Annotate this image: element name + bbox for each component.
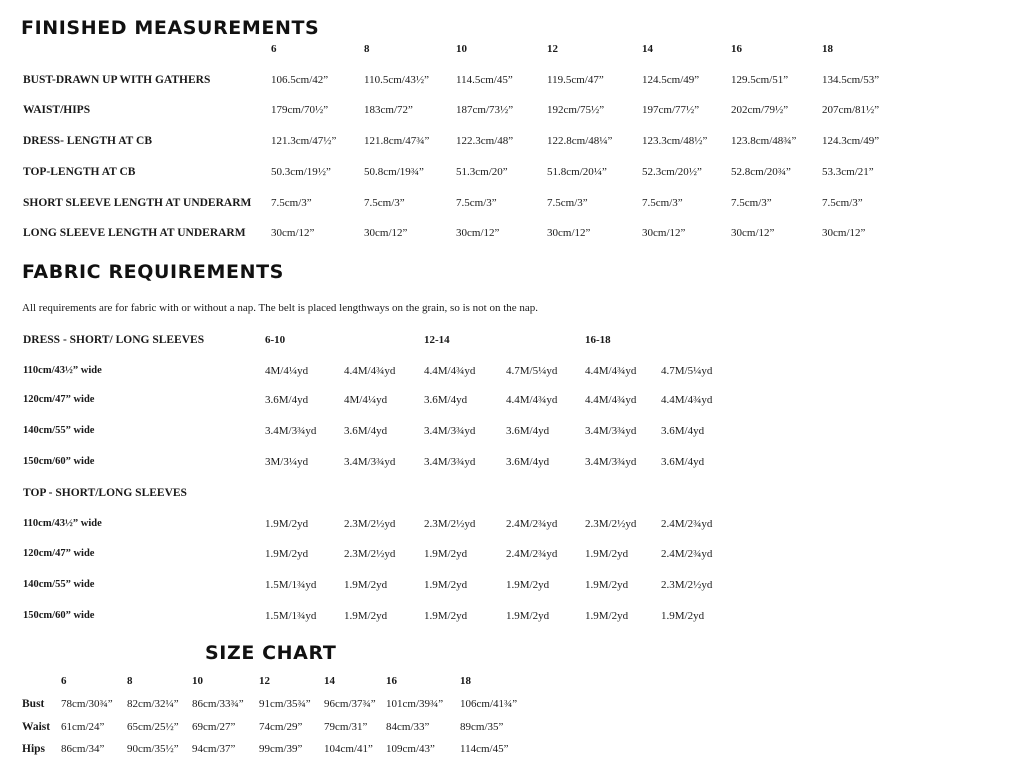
top-cell: 1.9M/2yd xyxy=(424,610,468,622)
top-cell: 1.5M/1¾yd xyxy=(265,610,317,622)
dress-cell: 3.6M/4yd xyxy=(506,425,550,437)
dress-row-label: 110cm/43½” wide xyxy=(23,365,102,376)
finished-row-label: DRESS- LENGTH AT CB xyxy=(23,135,152,147)
dress-cell: 4.4M/4¾yd xyxy=(506,394,558,406)
size-chart-cell: 86cm/34” xyxy=(61,743,105,755)
finished-cell: 123.8cm/48¾” xyxy=(731,135,797,147)
finished-cell: 121.8cm/47¾” xyxy=(364,135,430,147)
finished-cell: 30cm/12” xyxy=(271,227,315,239)
dress-cell: 4M/4¼yd xyxy=(265,365,309,377)
dress-cell: 3.4M/3¾yd xyxy=(344,456,396,468)
size-chart-size-12: 12 xyxy=(259,675,270,687)
finished-cell: 119.5cm/47” xyxy=(547,74,604,86)
finished-cell: 114.5cm/45” xyxy=(456,74,513,86)
size-chart-cell: 96cm/37¾” xyxy=(324,698,376,710)
finished-cell: 53.3cm/21” xyxy=(822,166,874,178)
top-cell: 2.3M/2½yd xyxy=(661,579,713,591)
size-chart-size-8: 8 xyxy=(127,675,133,687)
dress-cell: 4.4M/4¾yd xyxy=(585,365,637,377)
finished-size-12: 12 xyxy=(547,43,558,55)
dress-group-16-18: 16-18 xyxy=(585,334,611,346)
top-cell: 1.9M/2yd xyxy=(424,579,468,591)
top-cell: 2.3M/2½yd xyxy=(424,518,476,530)
top-row-label: 140cm/55” wide xyxy=(23,579,95,590)
finished-size-8: 8 xyxy=(364,43,370,55)
dress-cell: 4.4M/4¾yd xyxy=(585,394,637,406)
size-chart-row-label: Hips xyxy=(22,743,46,755)
finished-cell: 121.3cm/47½” xyxy=(271,135,337,147)
dress-heading: DRESS - SHORT/ LONG SLEEVES xyxy=(23,334,205,346)
size-chart-cell: 86cm/33¾” xyxy=(192,698,244,710)
top-cell: 2.4M/2¾yd xyxy=(506,548,558,560)
dress-group-6-10: 6-10 xyxy=(265,334,286,346)
dress-cell: 4.4M/4¾yd xyxy=(424,365,476,377)
finished-cell: 52.8cm/20¾” xyxy=(731,166,791,178)
dress-cell: 3.6M/4yd xyxy=(424,394,468,406)
top-cell: 1.5M/1¾yd xyxy=(265,579,317,591)
dress-cell: 3.4M/3¾yd xyxy=(585,425,637,437)
finished-cell: 51.8cm/20¼” xyxy=(547,166,607,178)
finished-cell: 30cm/12” xyxy=(547,227,591,239)
size-chart-cell: 101cm/39¾” xyxy=(386,698,444,710)
top-row-label: 120cm/47” wide xyxy=(23,548,95,559)
finished-cell: 51.3cm/20” xyxy=(456,166,508,178)
finished-cell: 30cm/12” xyxy=(642,227,686,239)
size-chart-cell: 78cm/30¾” xyxy=(61,698,113,710)
dress-cell: 4.4M/4¾yd xyxy=(661,394,713,406)
size-chart-cell: 89cm/35” xyxy=(460,721,504,733)
finished-cell: 7.5cm/3” xyxy=(547,197,588,209)
dress-cell: 3.4M/3¾yd xyxy=(585,456,637,468)
dress-cell: 4.4M/4¾yd xyxy=(344,365,396,377)
finished-cell: 7.5cm/3” xyxy=(364,197,405,209)
finished-cell: 7.5cm/3” xyxy=(822,197,863,209)
finished-cell: 7.5cm/3” xyxy=(642,197,683,209)
top-cell: 2.3M/2½yd xyxy=(344,548,396,560)
top-cell: 2.4M/2¾yd xyxy=(661,518,713,530)
finished-cell: 30cm/12” xyxy=(731,227,775,239)
finished-cell: 202cm/79½” xyxy=(731,104,789,116)
dress-row-label: 150cm/60” wide xyxy=(23,456,95,467)
finished-cell: 187cm/73½” xyxy=(456,104,514,116)
dress-cell: 4.7M/5¼yd xyxy=(661,365,713,377)
finished-cell: 197cm/77½” xyxy=(642,104,700,116)
dress-cell: 3.6M/4yd xyxy=(265,394,309,406)
finished-cell: 192cm/75½” xyxy=(547,104,605,116)
size-chart-cell: 106cm/41¾” xyxy=(460,698,518,710)
size-chart-size-10: 10 xyxy=(192,675,203,687)
fabric-requirements-title: FABRIC REQUIREMENTS xyxy=(22,261,284,283)
top-heading: TOP - SHORT/LONG SLEEVES xyxy=(23,487,187,499)
finished-cell: 50.8cm/19¾” xyxy=(364,166,424,178)
top-cell: 1.9M/2yd xyxy=(265,548,309,560)
size-chart-cell: 79cm/31” xyxy=(324,721,368,733)
size-chart-row-label: Bust xyxy=(22,698,45,710)
size-chart-size-6: 6 xyxy=(61,675,67,687)
dress-cell: 3.4M/3¾yd xyxy=(424,425,476,437)
size-chart-size-16: 16 xyxy=(386,675,397,687)
finished-cell: 7.5cm/3” xyxy=(731,197,772,209)
top-cell: 1.9M/2yd xyxy=(506,579,550,591)
finished-cell: 30cm/12” xyxy=(456,227,500,239)
size-chart-cell: 84cm/33” xyxy=(386,721,430,733)
finished-row-label: SHORT SLEEVE LENGTH AT UNDERARM xyxy=(23,197,252,209)
finished-row-label: TOP-LENGTH AT CB xyxy=(23,166,136,178)
size-chart-cell: 69cm/27” xyxy=(192,721,236,733)
size-chart-cell: 99cm/39” xyxy=(259,743,303,755)
dress-cell: 3.6M/4yd xyxy=(506,456,550,468)
top-cell: 1.9M/2yd xyxy=(506,610,550,622)
top-cell: 1.9M/2yd xyxy=(585,548,629,560)
top-cell: 2.3M/2½yd xyxy=(585,518,637,530)
finished-measurements-title: FINISHED MEASUREMENTS xyxy=(21,17,320,39)
finished-row-label: WAIST/HIPS xyxy=(23,104,91,116)
size-chart-cell: 114cm/45” xyxy=(460,743,509,755)
size-chart-cell: 90cm/35½” xyxy=(127,743,179,755)
dress-cell: 4.7M/5¼yd xyxy=(506,365,558,377)
top-cell: 2.4M/2¾yd xyxy=(506,518,558,530)
dress-cell: 3M/3¼yd xyxy=(265,456,309,468)
top-cell: 1.9M/2yd xyxy=(344,579,388,591)
top-cell: 1.9M/2yd xyxy=(424,548,468,560)
size-chart-cell: 65cm/25½” xyxy=(127,721,179,733)
dress-row-label: 140cm/55” wide xyxy=(23,425,95,436)
top-cell: 1.9M/2yd xyxy=(585,610,629,622)
dress-cell: 3.4M/3¾yd xyxy=(265,425,317,437)
size-chart-cell: 104cm/41” xyxy=(324,743,373,755)
finished-cell: 122.3cm/48” xyxy=(456,135,514,147)
finished-cell: 124.5cm/49” xyxy=(642,74,700,86)
dress-group-12-14: 12-14 xyxy=(424,334,450,346)
top-cell: 1.9M/2yd xyxy=(265,518,309,530)
size-chart-cell: 61cm/24” xyxy=(61,721,105,733)
finished-cell: 50.3cm/19½” xyxy=(271,166,331,178)
finished-cell: 106.5cm/42” xyxy=(271,74,329,86)
finished-cell: 110.5cm/43½” xyxy=(364,74,429,86)
size-chart-size-14: 14 xyxy=(324,675,335,687)
finished-size-10: 10 xyxy=(456,43,467,55)
finished-cell: 134.5cm/53” xyxy=(822,74,880,86)
finished-cell: 7.5cm/3” xyxy=(271,197,312,209)
finished-size-14: 14 xyxy=(642,43,653,55)
fabric-note: All requirements are for fabric with or without a nap. The belt is placed lengthways on the grain, so is not on the nap. xyxy=(22,302,539,314)
finished-cell: 122.8cm/48¼” xyxy=(547,135,613,147)
finished-cell: 52.3cm/20½” xyxy=(642,166,702,178)
finished-row-label: BUST-DRAWN UP WITH GATHERS xyxy=(23,74,211,86)
dress-row-label: 120cm/47” wide xyxy=(23,394,95,405)
finished-cell: 123.3cm/48½” xyxy=(642,135,708,147)
finished-cell: 7.5cm/3” xyxy=(456,197,497,209)
dress-cell: 3.6M/4yd xyxy=(661,425,705,437)
size-chart-row-label: Waist xyxy=(22,721,51,733)
dress-cell: 4M/4¼yd xyxy=(344,394,388,406)
finished-cell: 30cm/12” xyxy=(364,227,408,239)
finished-cell: 124.3cm/49” xyxy=(822,135,880,147)
size-chart-title: SIZE CHART xyxy=(205,642,337,664)
finished-size-16: 16 xyxy=(731,43,742,55)
size-chart-cell: 91cm/35¾” xyxy=(259,698,311,710)
top-row-label: 150cm/60” wide xyxy=(23,610,95,621)
top-cell: 1.9M/2yd xyxy=(661,610,705,622)
finished-row-label: LONG SLEEVE LENGTH AT UNDERARM xyxy=(23,227,246,239)
finished-cell: 207cm/81½” xyxy=(822,104,880,116)
size-chart-cell: 94cm/37” xyxy=(192,743,236,755)
top-row-label: 110cm/43½” wide xyxy=(23,518,102,529)
size-chart-cell: 109cm/43” xyxy=(386,743,435,755)
dress-cell: 3.6M/4yd xyxy=(344,425,388,437)
finished-cell: 179cm/70½” xyxy=(271,104,329,116)
top-cell: 1.9M/2yd xyxy=(344,610,388,622)
finished-size-6: 6 xyxy=(271,43,277,55)
dress-cell: 3.4M/3¾yd xyxy=(424,456,476,468)
finished-cell: 183cm/72” xyxy=(364,104,413,116)
top-cell: 2.4M/2¾yd xyxy=(661,548,713,560)
top-cell: 1.9M/2yd xyxy=(585,579,629,591)
size-chart-cell: 82cm/32¼” xyxy=(127,698,179,710)
finished-size-18: 18 xyxy=(822,43,833,55)
dress-cell: 3.6M/4yd xyxy=(661,456,705,468)
finished-cell: 129.5cm/51” xyxy=(731,74,789,86)
finished-cell: 30cm/12” xyxy=(822,227,866,239)
top-cell: 2.3M/2½yd xyxy=(344,518,396,530)
size-chart-cell: 74cm/29” xyxy=(259,721,303,733)
size-chart-size-18: 18 xyxy=(460,675,471,687)
